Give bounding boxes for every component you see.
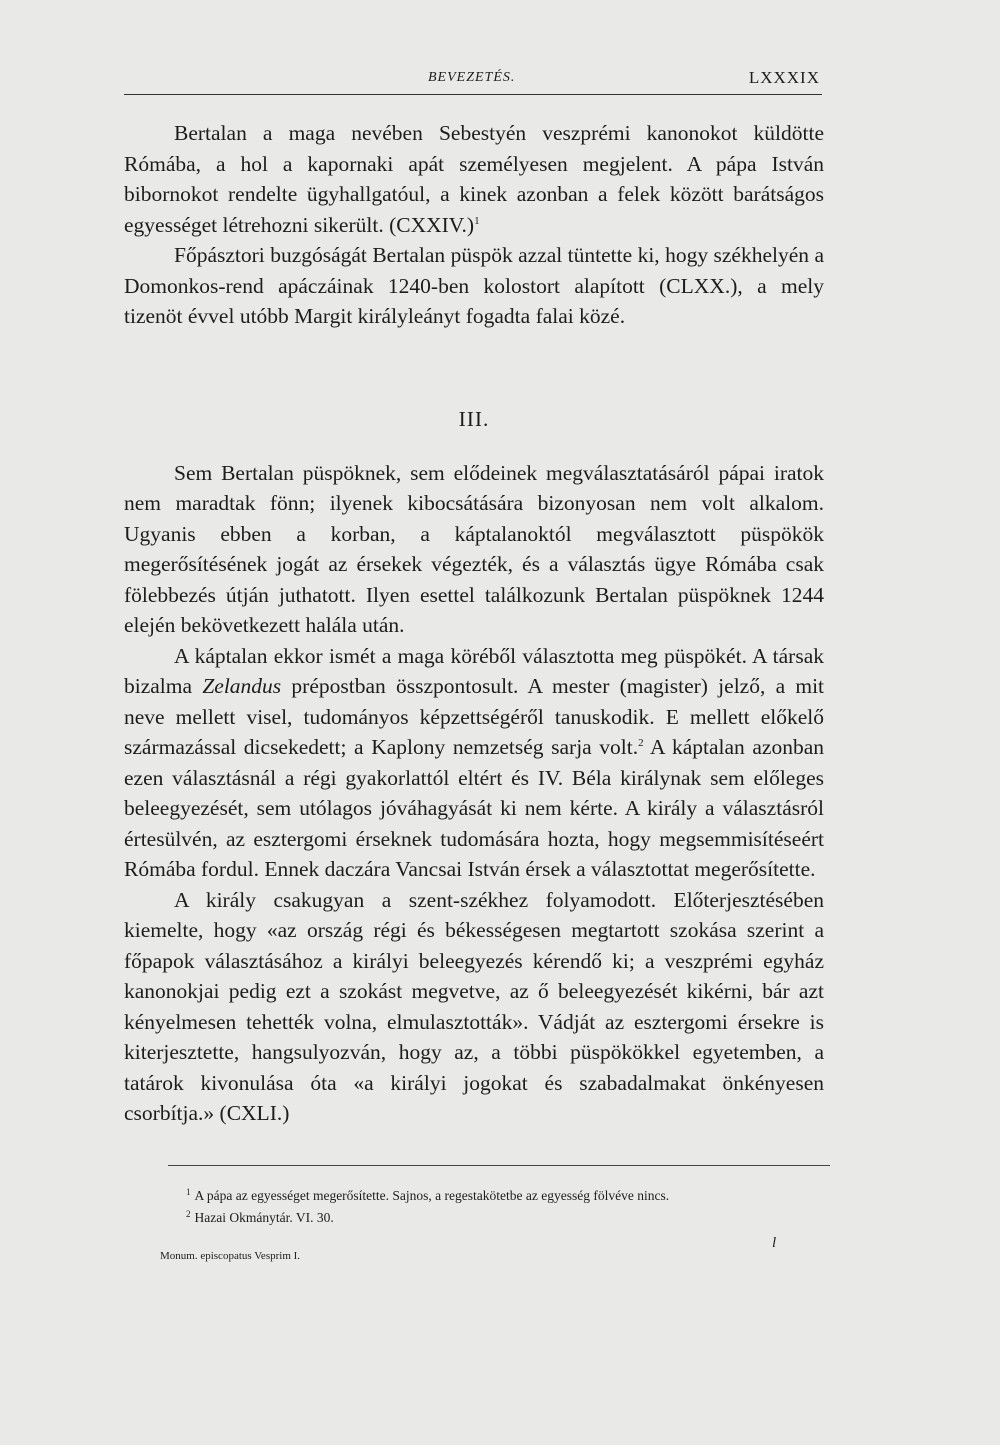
signature-line	[160, 1235, 800, 1262]
footnote-text: Hazai Okmánytár. VI. 30.	[194, 1210, 334, 1225]
paragraph	[124, 641, 824, 885]
signature-text: Monum. episcopatus Vesprim I.	[160, 1250, 301, 1262]
main-text	[124, 118, 824, 1129]
paragraph: Főpásztori buzgóságát Bertalan püspök azzal tüntette ki, hogy székhelyén a Domonkos-rend apáczáinak 1240-ben kolostort alapított (CLXX.), a mely tizenöt évvel utóbb Margit királyleányt fogadta falai közé.	[124, 243, 824, 328]
footnote	[186, 1185, 826, 1207]
signature-mark: l	[772, 1235, 777, 1251]
paragraph: Sem Bertalan püspöknek, sem elődeinek megválasztatásáról pápai iratok nem maradtak fönn; ilyenek kibocsátására bizonyosan nem volt alkalom. Ugyanis ebben a korban, a káptalanoktól megválasztott püspökök megerősítésének jogát az érsekek végezték, és a választás ügye Rómába csak fölebbezés útján juthatott. Ilyen esettel találkozunk Bertalan püspöknek 1244 elején bekövetkezett halála után.	[124, 460, 824, 637]
italic-name: Zelandus	[202, 674, 282, 698]
footnote-ref: 1	[474, 214, 480, 227]
paragraph-text: Bertalan a maga nevében Sebestyén veszprémi kanonokot küldötte Rómába, a hol a kapornaki apát személyesen megjelent. A pápa István bibornokot rendelte ügyhallgatóul, a kinek azonban a felek között barátságos egyességet létrehozni sikerült. (CXXIV.)	[124, 121, 824, 237]
page-number: LXXXIX	[748, 68, 820, 87]
running-head	[124, 66, 822, 95]
paragraph-text: A káptalan azonban ezen választásnál a régi gyakorlattól eltért és IV. Béla királynak sem előleges beleegyezését, sem utólagos jóváhagyását ki nem kérte. A király a választásról értesülvén, az esztergomi érseknek tudomására hozta, hogy megsemmisítéseért Rómába fordul. Ennek daczára Vancsai István érsek a választottat megerősítette.	[124, 735, 824, 881]
paragraph	[124, 118, 824, 240]
section-heading: III.	[458, 406, 490, 431]
footnote	[186, 1207, 826, 1229]
footnote-text: A pápa az egyességet megerősítette. Sajnos, a regestakötetbe az egyesség fölvéve nincs.	[194, 1188, 670, 1203]
footnote-ref: 2	[638, 736, 644, 749]
paragraph-text: A káptalan ekkor ismét a maga köréből választotta meg püspökét. A társak bizalma	[124, 643, 824, 698]
footnote-mark: 2	[186, 1208, 191, 1219]
paragraph-text: prépostban összpontosult. A mester (magister) jelző, a mit neve mellett visel, tudományos képzettségéről tanuskodik. E mellett előkelő származással dicsekedett; a Kaplony nemzetség sarja volt.	[124, 674, 825, 759]
footnote-rule	[168, 1165, 830, 1166]
footnotes	[186, 1185, 826, 1229]
running-head-title: BEVEZETÉS.	[428, 70, 516, 85]
paragraph: A király csakugyan a szent-székhez folyamodott. Előterjesztésében kiemelte, hogy «az ország régi és békességesen megtartott szokása szerint a főpapok választásához a királyi beleegyezés kérendő ki; a veszprémi egyház kanonokjai pedig ezt a szokást megvetve, az ő beleegyezését kikérni, bár azt kényelmesen tehették volna, elmulasztották». Vádját az esztergomi érsekre is kiterjesztette, hangsulyozván, hogy az, a többi püspökökkel egyetemben, a tatárok kivonulása óta «a királyi jogokat és szabadalmakat önkényesen csorbítja.» (CXLI.)	[124, 887, 824, 1125]
footnote-mark: 1	[186, 1186, 191, 1197]
